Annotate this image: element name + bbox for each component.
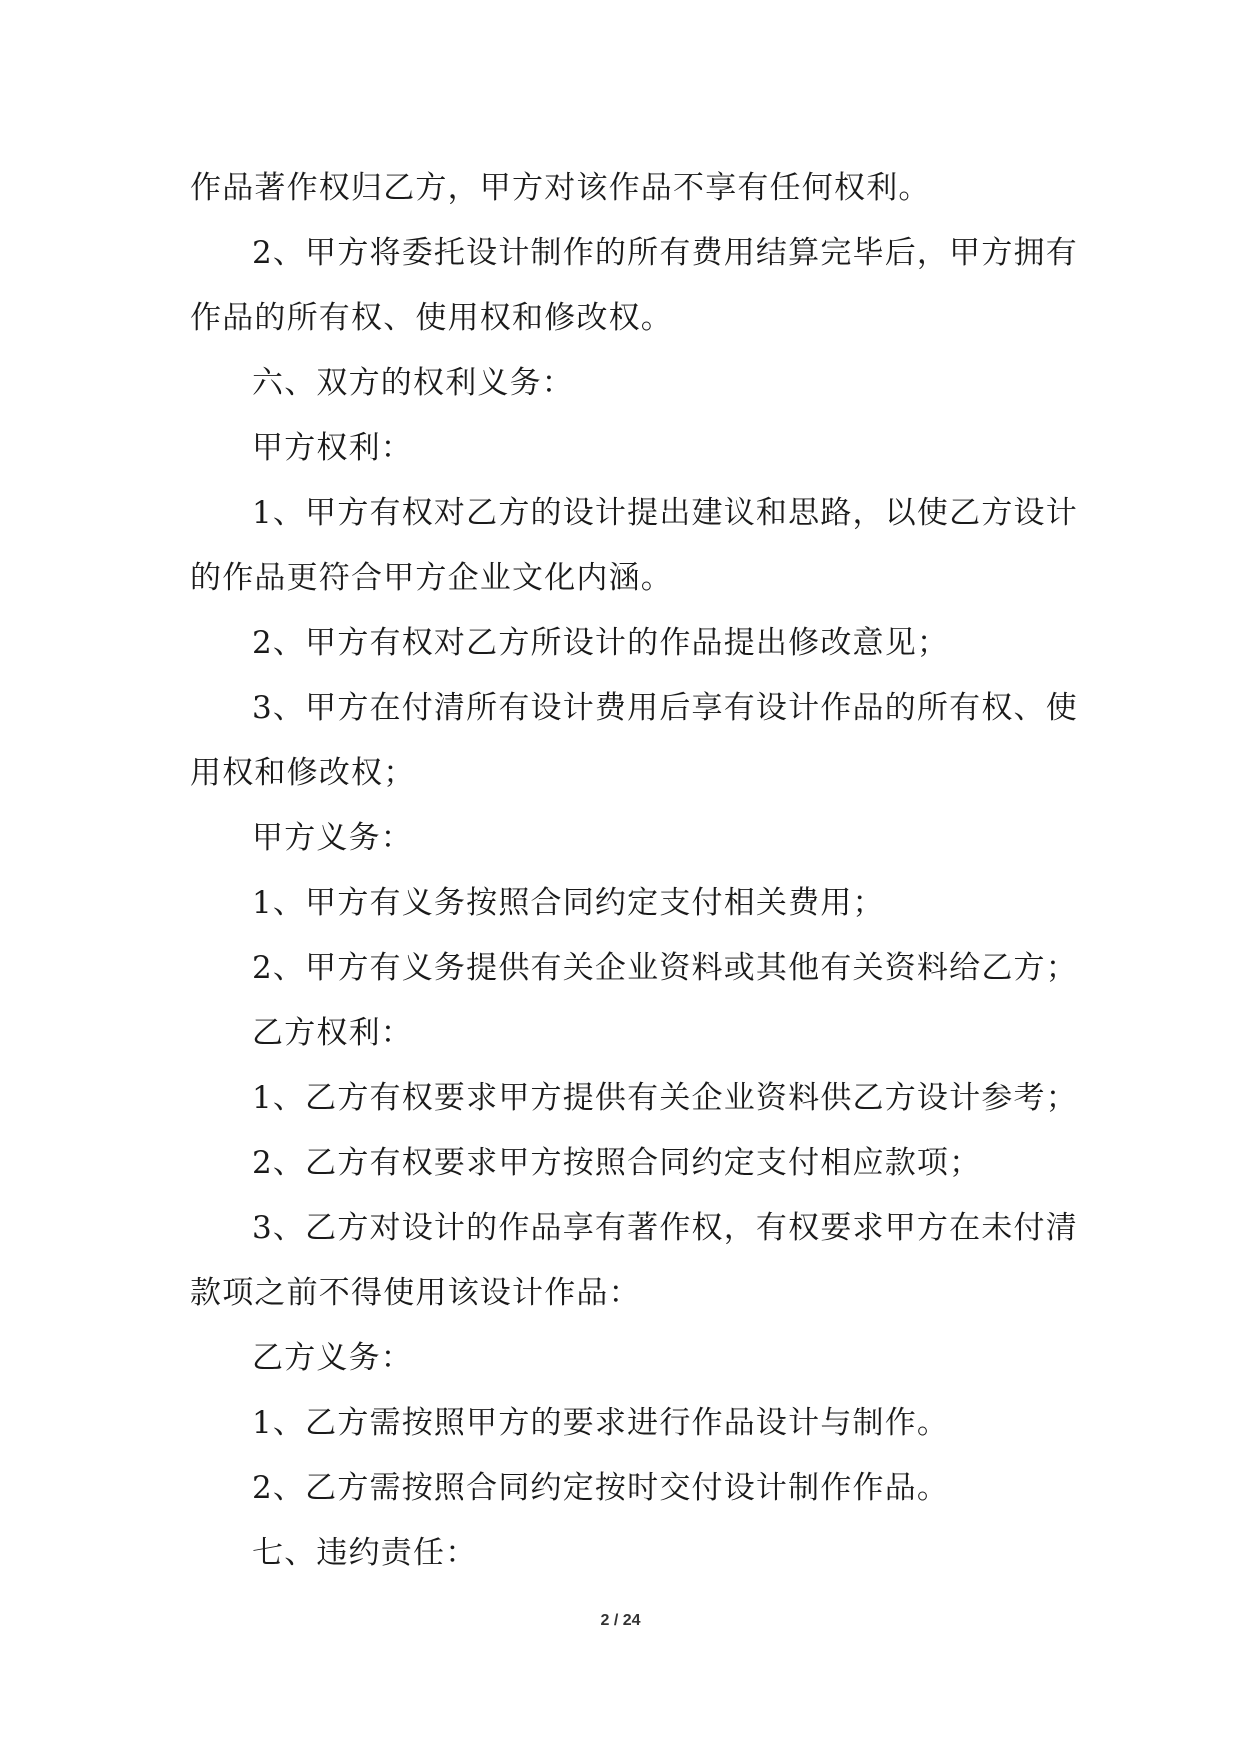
- section-heading: 六、双方的权利义务：: [252, 365, 574, 401]
- section-heading: 七、违约责任：: [252, 1535, 478, 1571]
- paragraph-line: 作品的所有权、使用权和修改权。: [190, 300, 673, 336]
- subsection-heading: 乙方权利：: [252, 1015, 413, 1051]
- subsection-heading: 甲方义务：: [252, 820, 413, 856]
- paragraph-line: 用权和修改权；: [190, 755, 416, 791]
- paragraph-line: 3、甲方在付清所有设计费用后享有设计作品的所有权、使: [252, 690, 1078, 726]
- paragraph-line: 2、甲方有权对乙方所设计的作品提出修改意见；: [252, 625, 950, 661]
- paragraph-line: 款项之前不得使用该设计作品：: [190, 1275, 641, 1311]
- page-number: 2 / 24: [600, 1612, 641, 1629]
- subsection-heading: 甲方权利：: [252, 430, 413, 466]
- paragraph-line: 1、乙方有权要求甲方提供有关企业资料供乙方设计参考；: [252, 1080, 1078, 1116]
- paragraph-line: 的作品更符合甲方企业文化内涵。: [190, 560, 673, 596]
- paragraph-line: 2、乙方需按照合同约定按时交付设计制作作品。: [252, 1470, 950, 1506]
- paragraph-line: 3、乙方对设计的作品享有著作权，有权要求甲方在未付清: [252, 1210, 1078, 1246]
- paragraph-line: 2、甲方有义务提供有关企业资料或其他有关资料给乙方；: [252, 950, 1078, 986]
- paragraph-line: 1、甲方有权对乙方的设计提出建议和思路，以使乙方设计: [252, 495, 1078, 531]
- paragraph-line: 1、乙方需按照甲方的要求进行作品设计与制作。: [252, 1405, 950, 1441]
- paragraph-line: 作品著作权归乙方，甲方对该作品不享有任何权利。: [190, 170, 931, 206]
- paragraph-line: 2、甲方将委托设计制作的所有费用结算完毕后，甲方拥有: [252, 235, 1078, 271]
- paragraph-line: 2、乙方有权要求甲方按照合同约定支付相应款项；: [252, 1145, 982, 1181]
- paragraph-line: 1、甲方有义务按照合同约定支付相关费用；: [252, 885, 885, 921]
- document-body: [190, 156, 1078, 1586]
- subsection-heading: 乙方义务：: [252, 1340, 413, 1376]
